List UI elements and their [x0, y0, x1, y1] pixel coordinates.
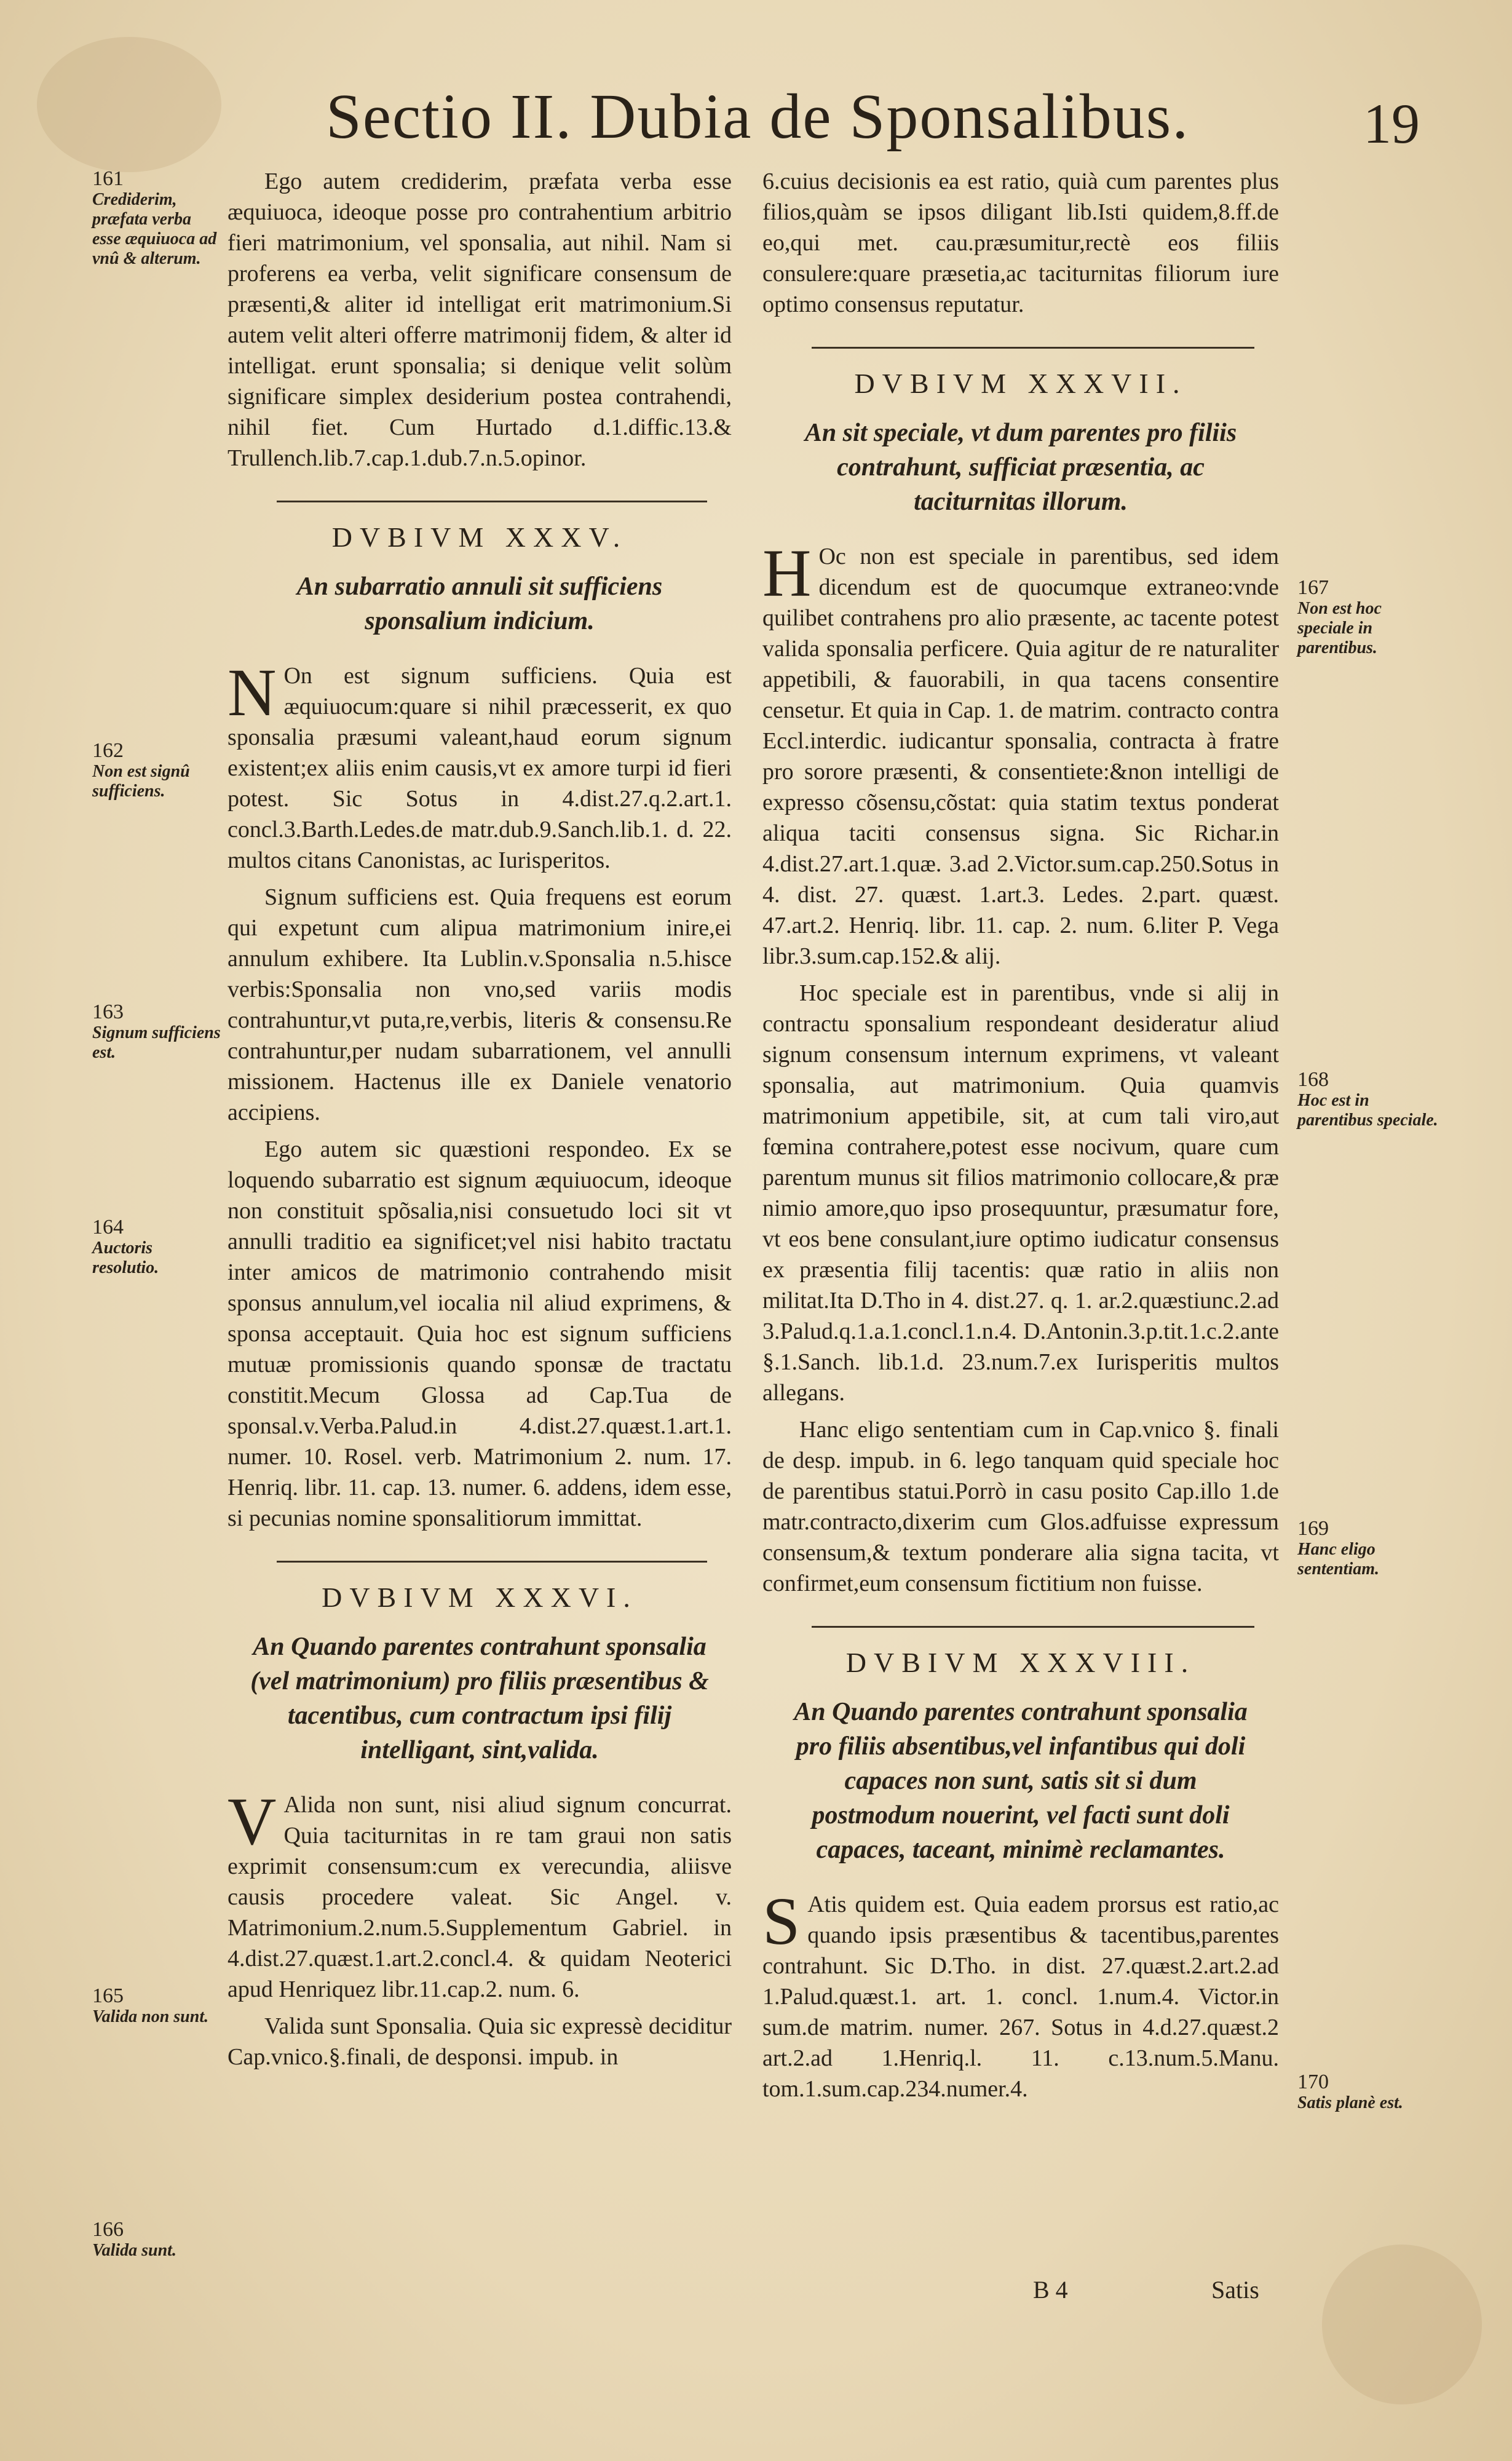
drop-cap: V: [228, 1784, 277, 1859]
paragraph-166-continued: 6.cuius decisionis ea est ratio, quià cum parentes plus filios,quàm se ipsos diligant lib.Isti quidem,8.ff.de eo,qui met. cau.præsumitur,rectè eos filiis consulere:quare præsetia,ac taciturnitas filiorum iure optimo consensus reputatur.: [762, 168, 1279, 317]
section-rule: [277, 1561, 707, 1563]
paragraph-text: Oc non est speciale in parentibus, sed idem dicendum est de quocumque extraneo:vnde quilibet contrahens pro alio præsente, ac tacente potest valida sponsalia perficere. Quia agitur de re naturaliter appetibili, & fauorabili, in qua tacens consentire censetur. Et quia in Cap. 1. de matrim. contracto contra Eccl.interdic. iudicantur sponsalia, contracta à fratre pro sorore præsenti, & consentiete:&non intelligi de expresso cõsensu,cõstat: quia statim textus ponderat aliqua taciti consensus signa. Sic Richar.in 4.dist.27.art.1.quæ. 3.ad 2.Victor.sum.cap.250.Sotus in 4. dist. 27. quæst. 1.art.3. Ledes. 2.part. quæst. 47.art.2. Henriq. libr. 11. cap. 2. num. 6.liter P. Vega libr.3.sum.cap.152.& alij.: [762, 544, 1279, 969]
margin-note-170: [1297, 2072, 1439, 2113]
margin-note-165: [92, 1986, 221, 2027]
paragraph-text: On est signum sufficiens. Quia est æquiuocum:quare si nihil præcesserit, ex quo sponsalia præsumi valeant,haud eorum signum existent;ex aliis enim causis,vt ex amore turpi id fieri potest. Sic Sotus in 4.dist.27.q.2.art.1. concl.3.Barth.Ledes.de matr.dub.9.Sanch.lib.1. d. 22. multos citans Canonistas, ac Iurisperitos.: [228, 663, 732, 873]
dubium-37-heading: DVBIVM XXXVII.: [854, 368, 1187, 399]
section-rule: [812, 347, 1254, 349]
margin-note-text: Crediderim, præfata verba esse æquiuoca ad vnû & alterum.: [92, 190, 217, 268]
margin-note-number: 167: [1297, 576, 1329, 599]
margin-note-text: Hoc est in parentibus speciale.: [1297, 1091, 1438, 1130]
left-margin-notes: [92, 166, 221, 2318]
margin-note-168: [1297, 1070, 1439, 1130]
dubium-35-question: An subarratio annuli sit sufficiens sponsalium indicium.: [296, 573, 663, 635]
margin-note-166: [92, 2220, 221, 2261]
paragraph-165: [228, 1784, 732, 2005]
margin-note-text: Non est hoc speciale in parentibus.: [1297, 599, 1382, 657]
margin-note-number: 170: [1297, 2071, 1329, 2093]
running-title: Sectio II. Dubia de Sponsalibus.: [326, 81, 1190, 152]
paragraph-166: Valida sunt Sponsalia. Quia sic expressè deciditur Cap.vnico.§.finali, de desponsi. impub. in: [228, 2013, 732, 2070]
margin-note-169: [1297, 1519, 1439, 1579]
margin-note-number: 164: [92, 1216, 124, 1238]
margin-note-167: [1297, 578, 1439, 658]
margin-note-161: [92, 169, 221, 269]
page-header: [326, 80, 1420, 166]
paragraph-text: Alida non sunt, nisi aliud signum concurrat. Quia taciturnitas in re tam graui non satis exprimit consensum:cum ex verecundia, aliisve causis procedere valeat. Sic Angel. v. Matrimonium.2.num.5.Supplementum Gabriel. in 4.dist.27.quæst.1.art.2.concl.4. & quidam Neoterici apud Henriquez libr.11.cap.2. num. 6.: [228, 1792, 732, 2002]
section-rule: [812, 1626, 1254, 1628]
margin-note-163: [92, 1002, 221, 1063]
section-rule: [277, 501, 707, 502]
margin-note-number: 163: [92, 1001, 124, 1023]
dubium-38-heading: DVBIVM XXXVIII.: [845, 1647, 1196, 1678]
right-text-column: [762, 166, 1279, 2318]
page-number: 19: [1363, 92, 1420, 155]
margin-note-text: Signum sufficiens est.: [92, 1023, 221, 1062]
dubium-35-heading: DVBIVM XXXV.: [331, 521, 628, 553]
margin-note-text: Valida sunt.: [92, 2241, 176, 2260]
margin-note-164: [92, 1218, 221, 1278]
dubium-36-question: An Quando parentes contrahunt sponsalia (vel matrimonium) pro filiis præsentibus & tacentibus, cum contractum ipsi filij intelligant, sint,valida.: [250, 1633, 709, 1764]
paragraph-168: Hoc speciale est in parentibus, vnde si alij in contractu sponsalium respondeant desideratur aliud signum consensum internum exprimens, vt valeant sponsalia, aut matrimonium. Quia quamvis matrimonium appetibile, sit, at cum tali viro,aut fœmina contrahere,potest esse nocivum, quare cum parentum munus sit filios matrimonio collocare,& præ nimio amore,quo ipso prosequuntur, præsumatur fore, vt eos bene consulant,iure optimo iudicatur consensus ex præsentia filij tacentis: quæ ratio in aliis non militat.Ita D.Tho in 4. dist.27. q. 1. ar.2.quæstiunc.2.ad 3.Palud.q.1.a.1.concl.1.n.4. D.Antonin.3.p.tit.1.c.2.ante §.1.Sanch. lib.1.d. 23.num.7.ex Iurisperitis multos allegans.: [762, 980, 1279, 1406]
margin-note-text: Auctoris resolutio.: [92, 1238, 159, 1277]
left-text-column: [228, 166, 732, 2318]
signature-mark: B 4: [1033, 2276, 1068, 2304]
paragraph-161: Ego autem crediderim, præfata verba esse æquiuoca, ideoque posse pro contrahentium arbitrio fieri matrimonium, vel sponsalia, aut nihil. Nam si proferens ea verba, velit significare consensum de præsenti,& aliter id intelligat erit matrimonium.Si autem velit alteri offerre matrimonij fidem, & alter id intelligat. erunt sponsalia; si denique velit solùm significare simplex desiderium postea contrahendi, nihil fiet. Cum Hurtado d.1.diffic.13.& Trullench.lib.7.cap.1.dub.7.n.5.opinor.: [228, 168, 732, 471]
drop-cap: N: [228, 655, 277, 730]
margin-note-number: 162: [92, 739, 124, 762]
page-stain: [37, 37, 221, 172]
margin-note-text: Satis planè est.: [1297, 2093, 1403, 2112]
right-margin-notes: [1297, 166, 1439, 2318]
margin-note-number: 169: [1297, 1517, 1329, 1540]
margin-note-number: 161: [92, 167, 124, 190]
paragraph-164: Ego autem sic quæstioni respondeo. Ex se loquendo subarratio est signum æquiuocum, ideoque non constituit spõsalia,nisi consuetudo loci sit vt annulli traditio ea significet;vel nisi habito tractatu inter amicos de matrimonio contrahendo misit sponsus annulum,vel iocalia nil aliud exprimens, & sponsa acceptauit. Quia hoc est signum sufficiens mutuæ promissionis quando sponsæ de tractatu constitit.Mecum Glossa ad Cap.Tua de sponsal.v.Verba.Palud.in 4.dist.27.quæst.1.art.1. numer. 10. Rosel. verb. Matrimonium 2. num. 17. Henriq. libr. 11. cap. 13. numer. 6. addens, idem esse, si pecunias nomine sponsalitiorum immittat.: [228, 1136, 732, 1531]
dubium-36-heading: DVBIVM XXXVI.: [322, 1582, 638, 1613]
margin-note-number: 168: [1297, 1068, 1329, 1091]
drop-cap: S: [762, 1884, 801, 1959]
margin-note-number: 165: [92, 1984, 124, 2007]
margin-note-162: [92, 741, 221, 801]
margin-note-text: Valida non sunt.: [92, 2007, 209, 2026]
margin-note-text: Hanc eligo sententiam.: [1297, 1540, 1380, 1579]
dubium-38-question: An Quando parentes contrahunt sponsalia pro filiis absentibus,vel infantibus qui doli capaces non sunt, satis sit si dum postmodum nouerint, vel facti sunt doli capaces, taceant, minimè reclamantes.: [794, 1698, 1248, 1864]
margin-note-text: Non est signû sufficiens.: [92, 762, 190, 801]
dubium-37-question: An sit speciale, vt dum parentes pro filiis contrahunt, sufficiat præsentia, ac taciturnitas illorum.: [804, 419, 1237, 516]
paragraph-162: [228, 655, 732, 876]
margin-note-number: 166: [92, 2218, 124, 2241]
paragraph-169: Hanc eligo sententiam cum in Cap.vnico §. finali de desp. impub. in 6. lego tanquam quid speciale hoc de parentibus statui.Porrò in casu posito Cap.illo 1.de matr.contracto,dixerim cum Glos.adfuisse expressum consensum,& textum ponderare alia signa tacita, vt confirmet,eum consensum fictitium non fuisse.: [762, 1417, 1279, 1596]
paragraph-170: [762, 1884, 1279, 2104]
paragraph-167: [762, 536, 1279, 972]
paragraph-text: Atis quidem est. Quia eadem prorsus est ratio,ac quando ipsis præsentibus & tacentibus,parentes contrahunt. Sic D.Tho. in dist. 27.quæst.2.art.2.ad 1.Palud.quæst.1. art. 1. concl. 1.num.4. Victor.in sum.de matrim. numer. 267. Sotus in 4.d.27.quæst.2 art.2.ad 1.Henriq.l. 11. c.13.num.5.Manu. tom.1.sum.cap.234.numer.4.: [762, 1892, 1279, 2102]
drop-cap: H: [762, 536, 812, 611]
catchword: Satis: [1211, 2276, 1259, 2304]
paragraph-163: Signum sufficiens est. Quia frequens est eorum qui expetunt cum alipua matrimonium inire,ei annulum exhibere. Ita Lublin.v.Sponsalia n.5.hisce verbis:Sponsalia non vno,sed variis modis contrahuntur,vt puta,re,verbis, literis & consensu.Re contrahuntur,per nudam subarrationem, vel annulli missionem. Hactenus ille ex Daniele venatorio accipiens.: [228, 884, 732, 1125]
